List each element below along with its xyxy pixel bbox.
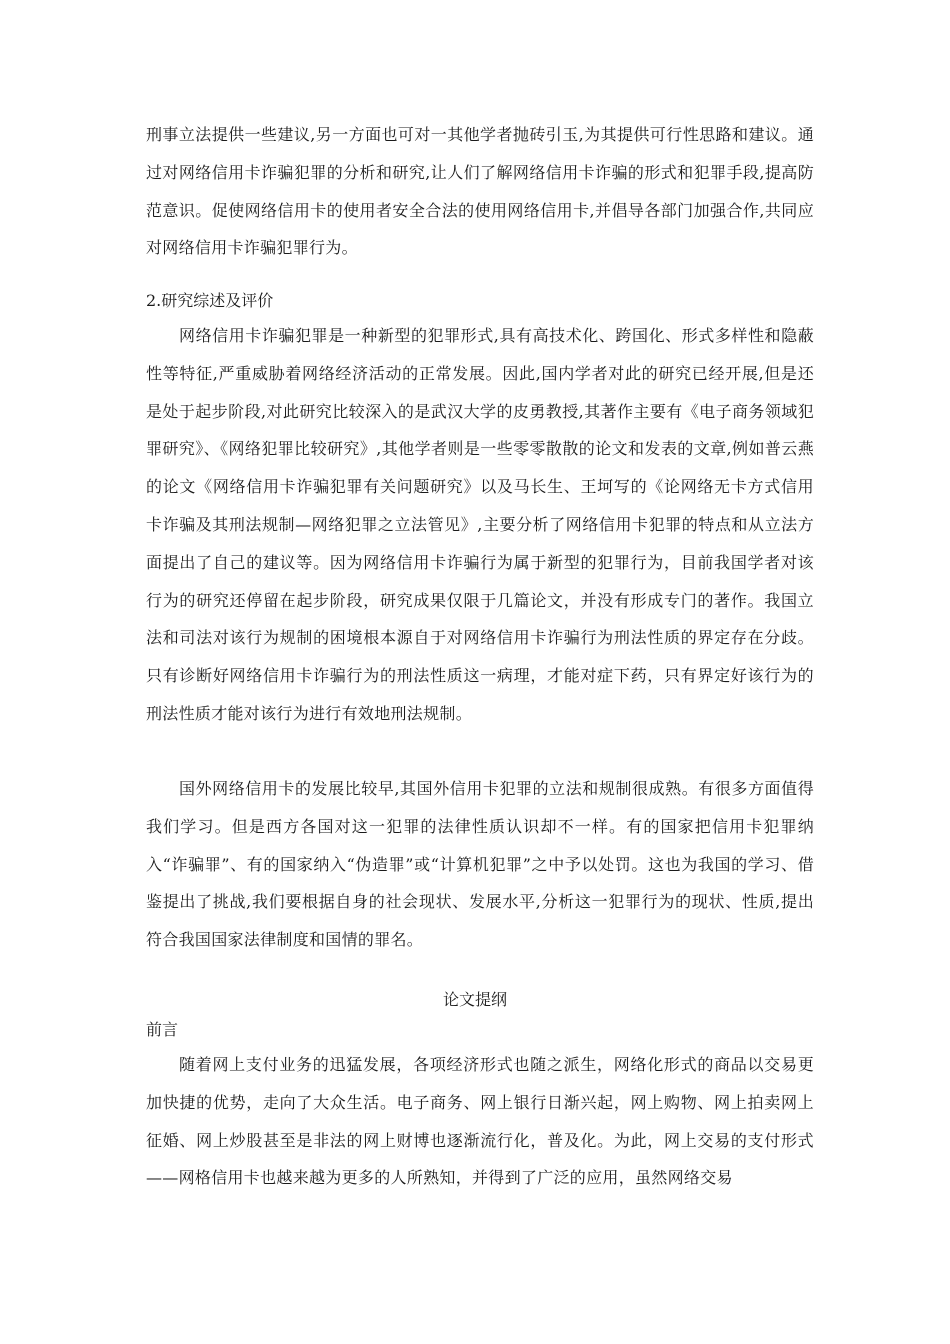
preface-paragraph: 随着网上支付业务的迅猛发展，各项经济形式也随之派生，网络化形式的商品以交易更加快捷的优势，走向了大众生活。电子商务、网上银行日渐兴起，网上购物、网上拍卖网上征婚、网上炒股甚至是非法的网上财博也逐渐流行化，普及化。为此，网上交易的支付形式——网格信用卡也越来越为更多的人所熟知，并得到了广泛的应用，虽然网络交易: [146, 1055, 814, 1188]
research-review-paragraph-foreign: 国外网络信用卡的发展比较早,其国外信用卡犯罪的立法和规制很成熟。有很多方面值得我们学习。但是西方各国对这一犯罪的法律性质认识却不一样。有的国家把信用卡犯罪纳入“诈骗罪”、有的国家纳入“伪造罪”或“计算机犯罪”之中予以处罚。这也为我国的学习、借鉴提出了挑战,我们要根据自身的社会现状、发展水平,分析这一犯罪行为的现状、性质,提出符合我国国家法律制度和国情的罪名。: [146, 779, 814, 950]
outline-title: 论文提纲: [442, 990, 507, 1009]
research-review-paragraph-domestic: 网络信用卡诈骗犯罪是一种新型的犯罪形式,具有高技术化、跨国化、形式多样性和隐蔽性等特征,严重威胁着网络经济活动的正常发展。因此,国内学者对此的研究已经开展,但是还是处于起步阶段,对此研究比较深入的是武汉大学的皮勇教授,其著作主要有《电子商务领域犯罪研究》、《网络犯罪比较研究》,其他学者则是一些零零散散的论文和发表的文章,例如普云燕的论文《网络信用卡诈骗犯罪有关问题研究》以及马长生、王坷写的《论网络无卡方式信用卡诈骗及其刑法规制—网络犯罪之立法管见》,主要分析了网络信用卡犯罪的特点和从立法方面提出了自己的建议等。因为网络信用卡诈骗行为属于新型的犯罪行为，目前我国学者对该行为的研究还停留在起步阶段，研究成果仅限于几篇论文，并没有形成专门的著作。我国立法和司法对该行为规制的困境根本源自于对网络信用卡诈骗行为刑法性质的界定存在分歧。只有诊断好网络信用卡诈骗行为的刑法性质这一病理，才能对症下药，只有界定好该行为的刑法性质才能对该行为进行有效地刑法规制。: [146, 326, 814, 723]
preface-heading: 前言: [146, 1020, 179, 1039]
section-heading-research-review: 2.研究综述及评价: [146, 291, 274, 310]
intro-continuation-paragraph: 刑事立法提供一些建议,另一方面也可对一其他学者抛砖引玉,为其提供可行性思路和建议。通过对网络信用卡诈骗犯罪的分析和研究,让人们了解网络信用卡诈骗的形式和犯罪手段,提高防范意识。促使网络信用卡的使用者安全合法的使用网络信用卡,并倡导各部门加强合作,共同应对网络信用卡诈骗犯罪行为。: [146, 125, 814, 258]
